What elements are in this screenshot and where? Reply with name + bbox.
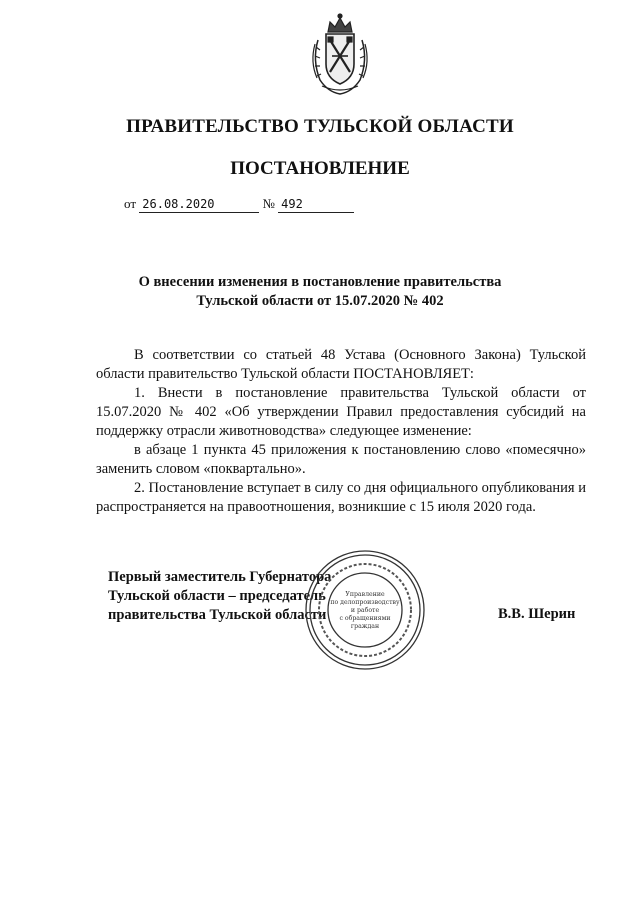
title-line-1: О внесении изменения в постановление правительства: [138, 274, 502, 290]
document-type: ПОСТАНОВЛЕНИЕ: [230, 158, 410, 179]
organization-name: ПРАВИТЕЛЬСТВО ТУЛЬСКОЙ ОБЛАСТИ: [126, 116, 514, 137]
stamp-center-line: и работе: [350, 607, 380, 614]
signatory-position: [108, 568, 331, 625]
stamp-center-line: Управление: [345, 591, 385, 598]
stamp-center-line: с обращениями: [339, 615, 391, 622]
signatory-line-3: правительства Тульской области: [108, 607, 327, 623]
title-line-2: Тульской области от 15.07.2020 № 402: [196, 293, 444, 309]
date-value: 26.08.2020: [139, 196, 259, 213]
coat-of-arms-icon: [308, 10, 372, 96]
date-label: от: [124, 196, 137, 211]
paragraph-item-2: 2. Постановление вступает в силу со дня официального опубликования и распространяется на правоотношения, возникшие с 15 июля 2020 года.: [96, 480, 586, 515]
paragraph-amendment: в абзаце 1 пункта 45 приложения к постановлению слово «помесячно» заменить словом «поквартально».: [96, 442, 586, 477]
stamp-center-line: по делопроизводству: [330, 599, 400, 606]
document-title: [0, 273, 640, 311]
paragraph-preamble: В соответствии со статьей 48 Устава (Основного Закона) Тульской области правительство Тульской области ПОСТАНОВЛЯЕТ:: [96, 347, 586, 382]
stamp-center-line: граждан: [350, 623, 380, 630]
signatory-line-1: Первый заместитель Губернатора: [108, 569, 332, 585]
signer-name: В.В. Шерин: [498, 606, 576, 622]
official-stamp: [303, 548, 427, 672]
signatory-line-2: Тульской области – председатель: [108, 588, 326, 604]
number-label: №: [262, 196, 275, 211]
date-number-line: [124, 196, 354, 213]
paragraph-item-1: 1. Внести в постановление правительства Тульской области от 15.07.2020 № 402 «Об утверждении Правил предоставления субсидий на поддержку отрасли животноводства» следующее изменение:: [96, 385, 586, 439]
number-value: 492: [278, 196, 354, 213]
document-body: [96, 346, 586, 517]
